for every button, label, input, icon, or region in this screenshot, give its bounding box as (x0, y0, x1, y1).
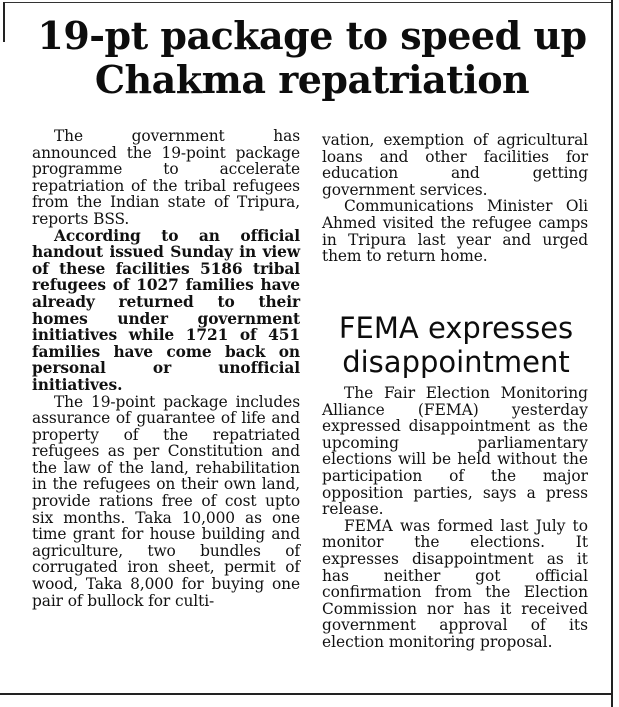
page-border-bottom (0, 693, 612, 695)
article-paragraph: The Fair Election Monitoring Alliance (FEMA) yesterday expressed disappointment as the upcoming parliamentary elections will be held without the participation of the major opposition parties, says a press release. (322, 384, 588, 519)
second-article-headline (318, 311, 594, 379)
article-paragraph-continued: vation, exemption of agricultural loans and other facilities for education and getting government services. (322, 131, 588, 199)
article-paragraph: The government has announced the 19-point package programme to accelerate repatriation of the tribal refugees from the Indian state of Tripura, reports BSS. (32, 127, 300, 228)
article-left-column (32, 128, 300, 609)
article-headline (22, 14, 602, 102)
subhead-line-2: disappointment (342, 345, 570, 379)
article-paragraph: Communications Minister Oli Ahmed visited the refugee camps in Tripura last year and urged them to return home. (322, 197, 588, 266)
article-paragraph: FEMA was formed last July to monitor the elections. It expresses disappointment as it has neither got official confirmation from the Election Commission nor has it received government approval of its election monitoring proposal. (322, 516, 588, 651)
headline-line-2: Chakma repatriation (94, 57, 530, 102)
article-paragraph: The 19-point package includes assurance of guarantee of life and property of the repatriated refugees as per Constitution and the law of the land, rehabilitation in the refugees on their own land, provide rations free of cost upto six months. Taka 10,000 as one time grant for house building and agriculture, two bundles of corrugated iron sheet, permit of wood, Taka 8,000 for buying one pair of bullock for culti- (32, 392, 300, 610)
article-paragraph: According to an official handout issued Sunday in view of these facilities 5186 tribal refugees of 1027 families have already returned to their homes under government initiatives while 1721 of 451 families have come back on personal or unofficial initiatives. (32, 226, 300, 394)
second-article-body (322, 385, 588, 651)
page-border-top (3, 2, 611, 3)
page-border-left (3, 2, 5, 42)
page-border-right (611, 0, 613, 707)
article-right-column (322, 132, 588, 265)
subhead-line-1: FEMA expresses (338, 311, 574, 345)
headline-line-1: 19-pt package to speed up (37, 13, 587, 58)
